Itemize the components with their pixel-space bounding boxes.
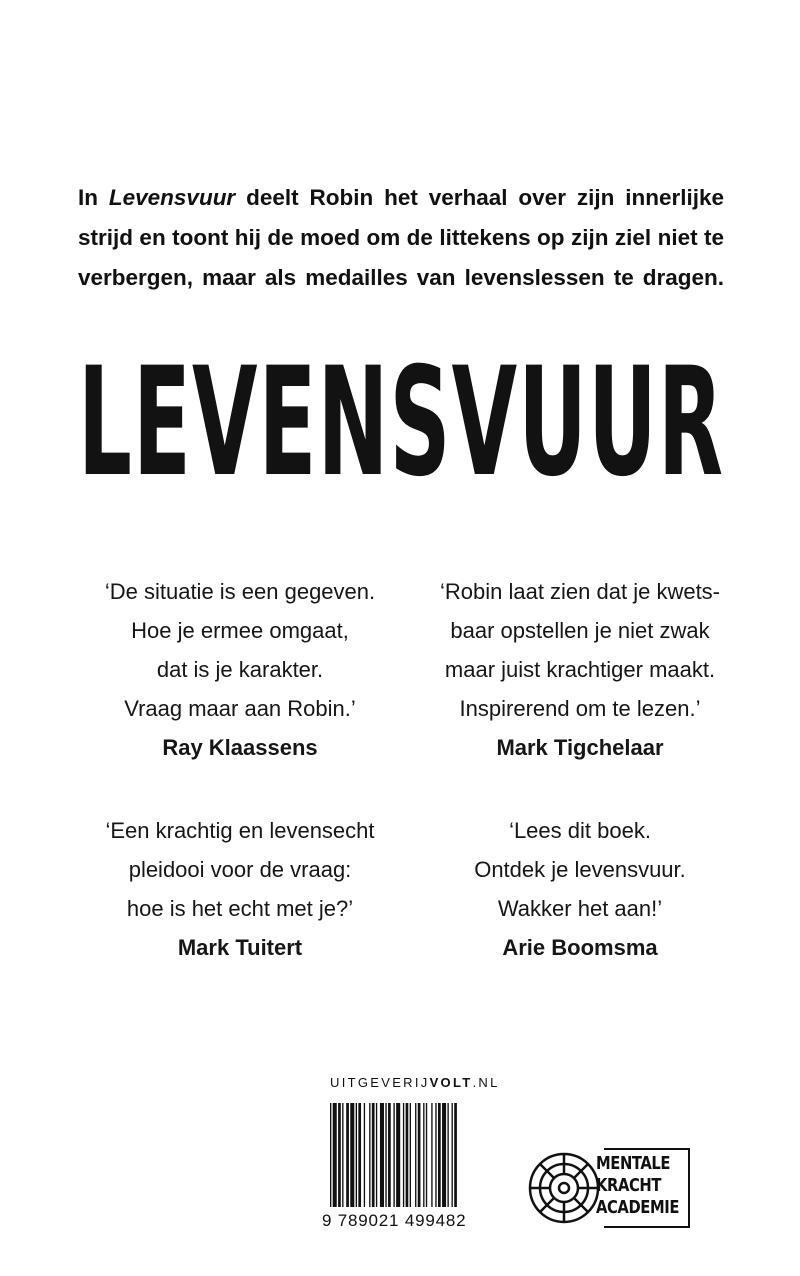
barcode-bar (364, 1103, 365, 1207)
barcode-bar (442, 1103, 446, 1207)
quote-line: ‘Robin laat zien dat je kwets- (439, 579, 721, 604)
logo-line: ACADEMIE (596, 1197, 679, 1218)
barcode-bar (372, 1103, 375, 1207)
blurb-book-title: Levensvuur (108, 185, 236, 210)
endorsement-quote (420, 811, 740, 967)
isbn-barcode (322, 1103, 498, 1241)
barcode-bar (342, 1103, 343, 1207)
blurb-line-1-end: deelt Robin het verhaal over zijn innerlijke (235, 185, 725, 210)
logo-wordmark (596, 1153, 679, 1219)
barcode-bar (423, 1103, 424, 1207)
quote-author: Arie Boomsma (502, 935, 658, 960)
endorsement-quote (80, 811, 400, 967)
blurb-line-1-start: In (78, 185, 109, 210)
quote-author: Mark Tigchelaar (496, 735, 664, 760)
barcode-bar (393, 1103, 394, 1207)
barcode-icon (322, 1103, 498, 1215)
quote-author: Ray Klaassens (162, 735, 318, 760)
barcode-bar (388, 1103, 391, 1207)
publisher-website (330, 1075, 500, 1090)
website-suffix: .NL (472, 1075, 500, 1090)
barcode-bar (338, 1103, 341, 1207)
website-prefix: UITGEVERIJ (330, 1075, 430, 1090)
quote-line: ‘De situatie is een gegeven. (104, 579, 376, 604)
isbn-number: 9 789021 499482 (322, 1211, 467, 1230)
website-brand: VOLT (429, 1075, 473, 1090)
barcode-bar (350, 1103, 354, 1207)
quote-line: baar opstellen je niet zwak (450, 618, 710, 643)
barcode-bar (358, 1103, 361, 1207)
quote-line: dat is je karakter. (156, 657, 324, 682)
quote-line: Vraag maar aan Robin.’ (124, 696, 356, 721)
barcode-bar (396, 1103, 400, 1207)
quote-line: ‘Lees dit boek. (509, 818, 651, 843)
book-title: LEVENSVUUR (78, 336, 725, 510)
barcode-bar (406, 1103, 409, 1207)
barcode-bar (438, 1103, 441, 1207)
barcode-bar (369, 1103, 370, 1207)
blurb-line-3: verbergen, maar als medailles van levenslessen te dragen. (78, 265, 724, 290)
barcode-bar (330, 1103, 331, 1207)
endorsement-quote (420, 572, 740, 767)
barcode-bar (435, 1103, 436, 1207)
barcode-bar (447, 1103, 448, 1207)
logo-line: KRACHT (596, 1175, 662, 1196)
barcode-bar (333, 1103, 337, 1207)
barcode-bar (385, 1103, 386, 1207)
quote-author: Mark Tuitert (177, 935, 303, 960)
blurb-line-2: strijd en toont hij de moed om de littekens op zijn ziel niet te (78, 225, 724, 250)
barcode-bar (346, 1103, 349, 1207)
endorsement-quote (80, 572, 400, 767)
barcode-bar (376, 1103, 377, 1207)
barcode-bar (431, 1103, 432, 1207)
barcode-bar (418, 1103, 421, 1207)
quote-line: Inspirerend om te lezen.’ (459, 696, 701, 721)
quote-line: hoe is het echt met je?’ (126, 896, 354, 921)
barcode-bar (415, 1103, 416, 1207)
barcode-bar (356, 1103, 357, 1207)
mentale-kracht-academie-emblem-icon (524, 1142, 604, 1234)
quote-line: Wakker het aan!’ (497, 896, 663, 921)
barcode-bar (452, 1103, 453, 1207)
barcode-bar (454, 1103, 457, 1207)
logo-line: MENTALE (596, 1153, 671, 1174)
barcode-bar (410, 1103, 411, 1207)
quote-line: Ontdek je levensvuur. (474, 857, 686, 882)
quote-line: maar juist krachtiger maakt. (444, 657, 716, 682)
quote-line: ‘Een krachtig en levensecht (105, 818, 375, 843)
quote-line: pleidooi voor de vraag: (128, 857, 352, 882)
quote-line: Hoe je ermee omgaat, (131, 618, 349, 643)
barcode-bar (426, 1103, 427, 1207)
barcode-bar (380, 1103, 384, 1207)
barcode-bar (403, 1103, 404, 1207)
blurb-line-1 (78, 178, 724, 218)
back-cover-blurb (78, 178, 724, 298)
